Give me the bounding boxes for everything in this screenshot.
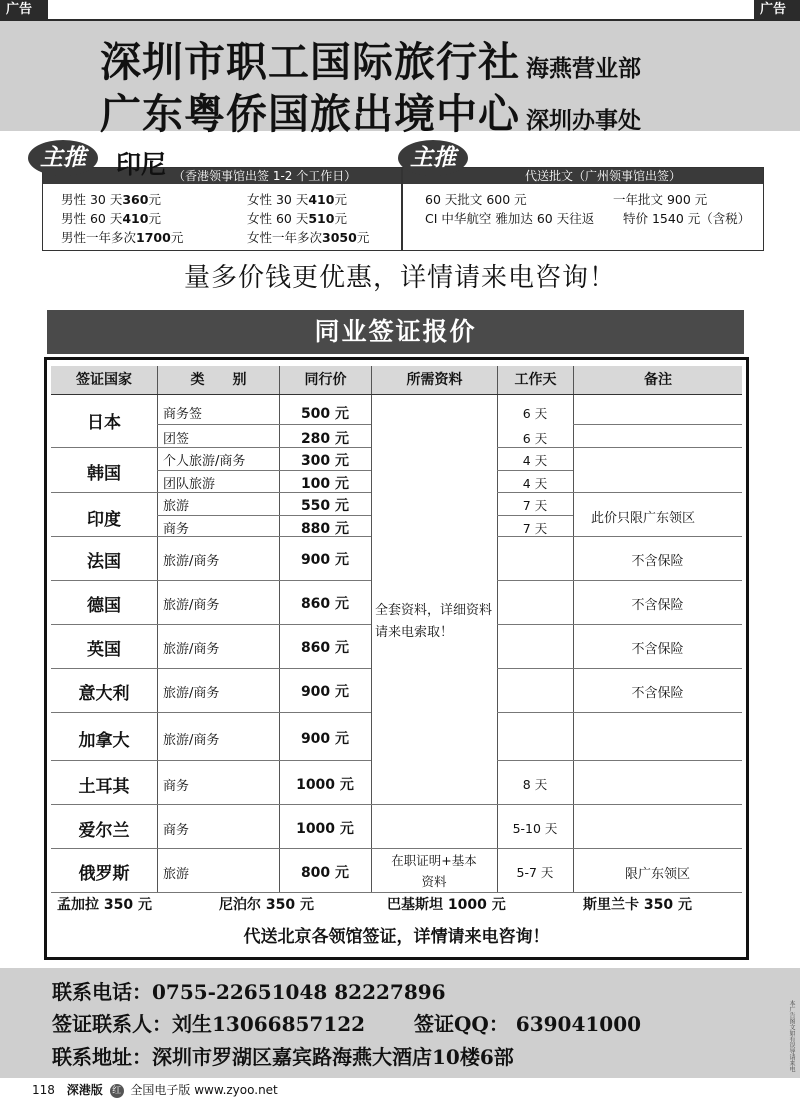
- country-india: 印度: [87, 510, 121, 530]
- row-divider: [157, 424, 371, 425]
- ad-tag-right: 广告: [754, 0, 800, 20]
- header-workdays: 工作天: [498, 366, 574, 394]
- featured-badge-left: 主推: [28, 140, 98, 176]
- type-cell: 商务签: [163, 407, 203, 422]
- row-divider: [51, 580, 371, 581]
- table-header: [51, 366, 742, 394]
- row-divider: [573, 424, 742, 425]
- price-cell: 280 元: [300, 431, 350, 447]
- price-cell: 500 元: [300, 406, 350, 422]
- row-divider: [157, 515, 371, 516]
- country-russia: 俄罗斯: [78, 864, 130, 884]
- days-cell: 7 天: [522, 521, 548, 536]
- visa-qq: 签证QQ： 639041000: [414, 1012, 642, 1036]
- agency-name: 深圳市职工国际旅行社: [100, 38, 520, 86]
- country-italy: 意大利: [78, 684, 130, 704]
- price-cell: 900 元: [300, 731, 350, 747]
- row-divider: [51, 848, 742, 849]
- side-disclaimer: 本广告图文如有误导请来电: [788, 1000, 795, 1072]
- type-cell: 旅游: [163, 499, 190, 514]
- header-notes: 备注: [644, 372, 672, 388]
- country-uk: 英国: [87, 640, 121, 660]
- row-divider: [497, 515, 573, 516]
- row-divider: [497, 624, 742, 625]
- days-cell: 8 天: [522, 777, 548, 792]
- shared-materials-note: 全套资料，详细资料请来电索取！: [375, 603, 493, 640]
- indonesia-item: 女性一年多次3050元: [247, 230, 370, 245]
- indonesia-item: 男性一年多次1700元: [61, 230, 184, 245]
- note-cell: 限广东领区: [624, 867, 690, 882]
- note-cell: 不含保险: [631, 686, 684, 701]
- days-cell: 6 天: [522, 431, 548, 446]
- type-cell: 旅游/商务: [163, 642, 220, 657]
- approval-1-year: 一年批文 900 元: [613, 192, 708, 207]
- approval-60-days: 60 天批文 600 元: [425, 192, 527, 207]
- indonesia-title: 印尼: [116, 150, 167, 179]
- price-cell: 550 元: [300, 498, 350, 514]
- country-canada: 加拿大: [78, 731, 130, 751]
- price-cell: 800 元: [300, 865, 350, 881]
- price-cell: 1000 元: [296, 821, 354, 837]
- note-cell: 不含保险: [631, 642, 684, 657]
- row-divider: [497, 470, 573, 471]
- price-cell: 900 元: [300, 552, 350, 568]
- row-divider: [51, 712, 371, 713]
- row-divider: [497, 447, 742, 448]
- visa-contact-person: 签证联系人：刘生13066857122: [52, 1012, 366, 1036]
- website-label[interactable]: 全国电子版 www.zyoo.net: [130, 1083, 278, 1097]
- page-number: 118: [32, 1083, 55, 1097]
- indonesia-item: 男性 60 天410元: [61, 211, 161, 226]
- indonesia-item: 女性 60 天510元: [247, 211, 347, 226]
- contact-band: [0, 968, 800, 1078]
- type-cell: 商务: [163, 779, 190, 794]
- price-cell: 880 元: [300, 521, 350, 537]
- indonesia-promo-box: [42, 167, 402, 251]
- other-country-item: 斯里兰卡 350 元: [583, 897, 692, 913]
- office-name: 深圳办事处: [526, 107, 641, 134]
- price-cell: 860 元: [300, 640, 350, 656]
- indonesia-item: 女性 30 天410元: [247, 192, 347, 207]
- row-divider: [497, 492, 742, 493]
- days-cell: 6 天: [522, 406, 548, 421]
- days-cell: 4 天: [522, 453, 548, 468]
- contact-address: 联系地址：深圳市罗湖区嘉宾路海燕大酒店10楼6部: [52, 1045, 514, 1069]
- other-country-item: 巴基斯坦 1000 元: [387, 897, 506, 913]
- row-divider: [497, 760, 742, 761]
- indonesia-subhead: （香港领事馆出签 1-2 个工作日）: [43, 168, 401, 184]
- header-type: 类 别: [158, 366, 280, 394]
- country-turkey: 土耳其: [78, 777, 130, 797]
- row-divider: [157, 470, 371, 471]
- ad-tag-left: 广告: [0, 0, 48, 20]
- price-cell: 100 元: [300, 476, 350, 492]
- row-divider: [51, 804, 742, 805]
- type-cell: 旅游/商务: [163, 686, 220, 701]
- header-line-1: [100, 29, 641, 88]
- country-france: 法国: [87, 552, 121, 572]
- featured-badge-right: 主推: [398, 140, 468, 176]
- header-band: [0, 21, 800, 138]
- country-japan: 日本: [87, 413, 121, 433]
- type-cell: 商务: [163, 823, 190, 838]
- days-cell: 5-7 天: [516, 865, 554, 880]
- page-footer: [32, 1081, 278, 1098]
- visa-price-table: [44, 357, 749, 960]
- edition-label: 深港版: [66, 1083, 103, 1097]
- center-name: 广东粤侨国旅出境中心: [100, 90, 520, 138]
- header-price: 同行价: [280, 366, 372, 394]
- type-cell: 个人旅游/商务: [163, 454, 246, 469]
- other-country-item: 孟加拉 350 元: [57, 897, 152, 913]
- type-cell: 旅游: [163, 867, 190, 882]
- type-cell: 旅游/商务: [163, 733, 220, 748]
- row-divider: [51, 624, 371, 625]
- price-cell: 860 元: [300, 596, 350, 612]
- col-divider: [157, 394, 158, 892]
- country-korea: 韩国: [87, 464, 121, 484]
- type-cell: 旅游/商务: [163, 554, 220, 569]
- price-cell: 300 元: [300, 453, 350, 469]
- quote-section-title: 同业签证报价: [47, 310, 744, 354]
- row-divider: [51, 892, 742, 893]
- contact-phone: 联系电话：0755-22651048 82227896: [52, 980, 446, 1004]
- col-divider: [371, 394, 372, 892]
- row-divider: [51, 760, 371, 761]
- type-cell: 团队旅游: [163, 477, 216, 492]
- note-cell: 此价只限广东领区: [590, 511, 695, 526]
- price-cell: 900 元: [300, 684, 350, 700]
- price-cell: 1000 元: [296, 777, 354, 793]
- days-cell: 4 天: [522, 476, 548, 491]
- days-cell: 7 天: [522, 498, 548, 513]
- approval-promo-box: [402, 167, 764, 251]
- beijing-consulate-note: 代送北京各领馆签证，详情请来电咨询！: [243, 927, 550, 947]
- type-cell: 团签: [163, 432, 190, 447]
- row-divider: [51, 394, 742, 395]
- promo-slogan: 量多价钱更优惠，详情请来电咨询！: [183, 263, 616, 293]
- row-divider: [497, 580, 742, 581]
- type-cell: 旅游/商务: [163, 598, 220, 613]
- row-divider: [497, 668, 742, 669]
- note-cell: 不含保险: [631, 598, 684, 613]
- header-country: 签证国家: [51, 366, 158, 394]
- country-ireland: 爱尔兰: [78, 821, 130, 841]
- russia-materials: 在职证明+基本资料: [391, 853, 477, 889]
- row-divider: [497, 712, 742, 713]
- flight-offer: CI 中华航空 雅加达 60 天往返: [425, 211, 595, 226]
- indonesia-item: 男性 30 天360元: [61, 192, 161, 207]
- flight-special-price: 特价 1540 元（含税）: [623, 211, 751, 226]
- type-cell: 商务: [163, 522, 190, 537]
- branch-name: 海燕营业部: [526, 55, 641, 82]
- days-cell: 5-10 天: [512, 821, 558, 836]
- hong-logo-icon: 红: [110, 1084, 124, 1098]
- note-cell: 不含保险: [631, 554, 684, 569]
- approval-subhead: 代送批文（广州领事馆出签）: [403, 168, 763, 184]
- other-country-item: 尼泊尔 350 元: [219, 897, 314, 913]
- country-germany: 德国: [87, 596, 121, 616]
- header-line-2: [100, 81, 641, 140]
- row-divider: [51, 668, 371, 669]
- header-materials: 所需资料: [372, 366, 498, 394]
